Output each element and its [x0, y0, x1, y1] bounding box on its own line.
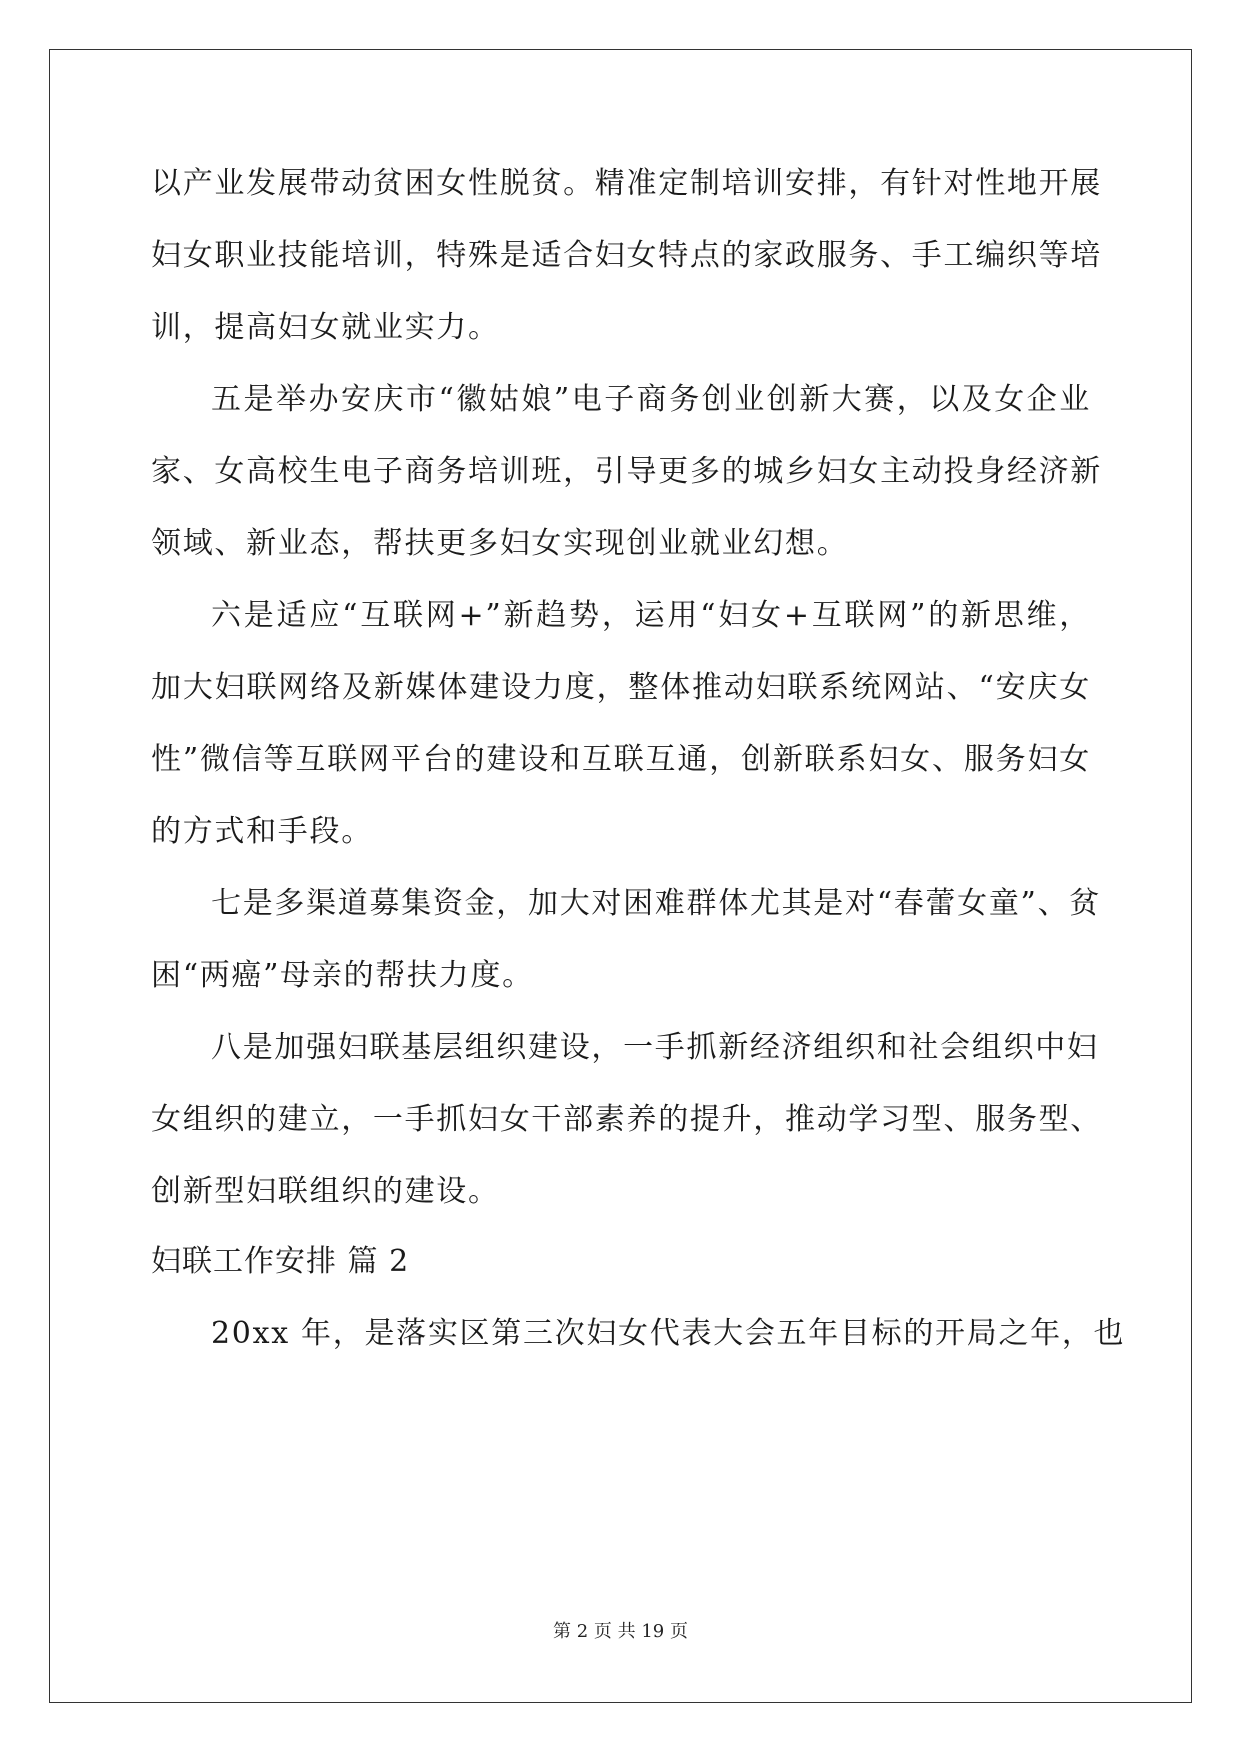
body-line: 加大妇联网络及新媒体建设力度，整体推动妇联系统网站、“安庆女 [151, 670, 1091, 705]
body-line: 七是多渠道募集资金，加大对困难群体尤其是对“春蕾女童”、贫 [211, 886, 1101, 921]
body-line: 以产业发展带动贫困女性脱贫。精准定制培训安排，有针对性地开展 [151, 166, 1102, 201]
page-border [49, 49, 1192, 1703]
body-line: 训，提高妇女就业实力。 [151, 310, 500, 345]
body-line: 困“两癌”母亲的帮扶力度。 [151, 958, 534, 993]
body-line: 创新型妇联组织的建设。 [151, 1174, 500, 1209]
body-line: 领域、新业态，帮扶更多妇女实现创业就业幻想。 [151, 526, 849, 561]
body-line: 五是举办安庆市“徽姑娘”电子商务创业创新大赛，以及女企业 [211, 382, 1091, 417]
body-line: 的方式和手段。 [151, 814, 373, 849]
body-line: 女组织的建立，一手抓妇女干部素养的提升，推动学习型、服务型、 [151, 1102, 1102, 1137]
body-line: 性”微信等互联网平台的建设和互联互通，创新联系妇女、服务妇女 [151, 742, 1091, 777]
body-line: 20xx 年，是落实区第三次妇女代表大会五年目标的开局之年，也 [211, 1316, 1126, 1351]
page-number: 第 2 页 共 19 页 [553, 1621, 688, 1642]
body-line: 家、女高校生电子商务培训班，引导更多的城乡妇女主动投身经济新 [151, 454, 1102, 489]
section-heading: 妇联工作安排 篇 2 [151, 1244, 410, 1279]
body-line: 六是适应“互联网+”新趋势，运用“妇女+互联网”的新思维， [211, 598, 1091, 633]
body-line: 妇女职业技能培训，特殊是适合妇女特点的家政服务、手工编织等培 [151, 238, 1102, 273]
body-line: 八是加强妇联基层组织建设，一手抓新经济组织和社会组织中妇 [211, 1030, 1099, 1065]
